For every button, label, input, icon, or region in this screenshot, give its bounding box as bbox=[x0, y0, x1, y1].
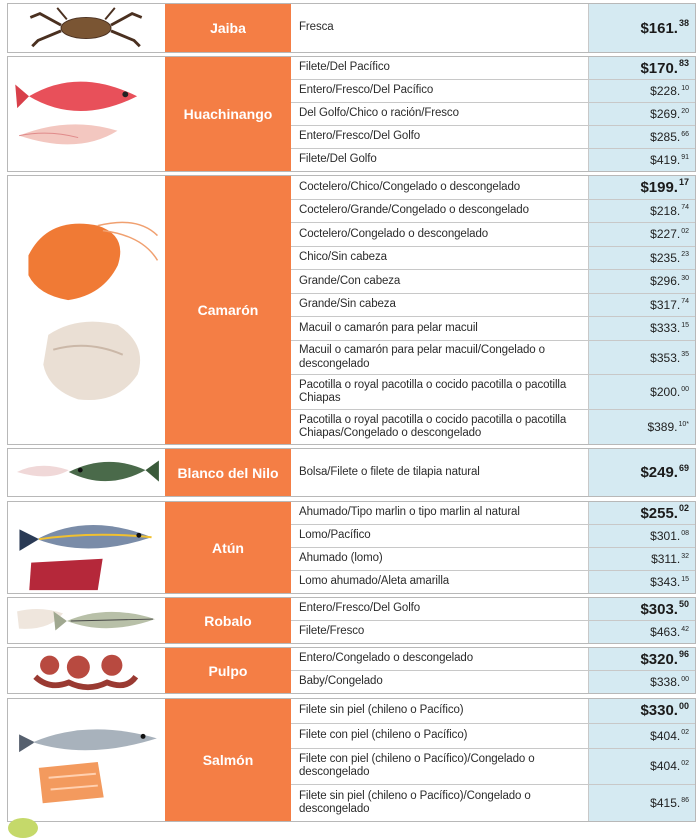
variant-rows bbox=[291, 598, 695, 643]
table-row bbox=[291, 79, 695, 102]
variant-description: Filete/Fresco bbox=[299, 625, 365, 638]
group-camaron bbox=[7, 175, 696, 445]
table-row bbox=[291, 269, 695, 293]
price-cell bbox=[588, 126, 695, 148]
price-amount: $463. bbox=[650, 625, 681, 639]
price-amount: $269. bbox=[650, 107, 681, 121]
table-row bbox=[291, 176, 695, 199]
variant-description: Coctelero/Grande/Congelado o descongelado bbox=[299, 204, 529, 217]
variant-description: Entero/Fresco/Del Golfo bbox=[299, 602, 421, 615]
price-cents: 17 bbox=[678, 177, 689, 188]
shrimp-image bbox=[8, 176, 166, 444]
variant-description: Filete sin piel (chileno o Pacífico) bbox=[299, 704, 464, 717]
variant-description: Filete con piel (chileno o Pacífico)/Congelado o descongelado bbox=[299, 753, 535, 779]
price-cents: 02 bbox=[681, 227, 689, 235]
table-row bbox=[291, 784, 695, 821]
price-cents: 38 bbox=[678, 18, 689, 28]
variant-description: Baby/Congelado bbox=[299, 675, 383, 688]
table-row bbox=[291, 748, 695, 785]
price-cents: 74 bbox=[681, 204, 689, 212]
price-cents: 15 bbox=[681, 575, 689, 583]
red-snapper-image bbox=[8, 57, 166, 171]
price-amount: $249. bbox=[640, 464, 678, 481]
price-cents: 02 bbox=[681, 729, 689, 737]
table-row bbox=[291, 699, 695, 723]
price-amount: $200. bbox=[650, 385, 681, 400]
price-cents: 96 bbox=[678, 649, 689, 659]
variant-rows bbox=[291, 176, 695, 444]
variant-description: Pacotilla o royal pacotilla o cocido pacotilla o pacotilla Chiapas bbox=[299, 379, 567, 405]
price-amount: $320. bbox=[640, 650, 678, 668]
variant-description: Filete/Del Pacífico bbox=[299, 61, 390, 74]
price-cents: 86 bbox=[681, 796, 689, 804]
price-amount: $338. bbox=[650, 675, 681, 689]
price-amount: $301. bbox=[650, 529, 681, 543]
variant-description: Macuil o camarón para pelar macuil/Congelado o descongelado bbox=[299, 344, 545, 370]
group-robalo bbox=[7, 597, 696, 644]
price-cell bbox=[588, 648, 695, 670]
price-cents: 00 bbox=[681, 385, 689, 393]
variant-description: Lomo ahumado/Aleta amarilla bbox=[299, 575, 450, 588]
table-row bbox=[291, 598, 695, 620]
table-row bbox=[291, 4, 695, 52]
price-cents: 15 bbox=[681, 321, 689, 329]
price-amount: $227. bbox=[650, 227, 681, 242]
price-amount: $296. bbox=[650, 274, 681, 289]
price-cents: 42 bbox=[681, 625, 689, 633]
table-row bbox=[291, 293, 695, 317]
price-cell bbox=[588, 785, 695, 821]
variant-description: Entero/Fresco/Del Golfo bbox=[299, 130, 421, 143]
table-row bbox=[291, 547, 695, 570]
price-cell bbox=[588, 502, 695, 524]
price-cell bbox=[588, 176, 695, 199]
salmon-image bbox=[8, 699, 166, 821]
price-amount: $333. bbox=[650, 321, 681, 336]
table-row bbox=[291, 449, 695, 496]
price-amount: $218. bbox=[650, 203, 681, 218]
price-cents: 30 bbox=[681, 274, 689, 282]
group-pulpo bbox=[7, 647, 696, 694]
table-row bbox=[291, 125, 695, 148]
variant-rows bbox=[291, 57, 695, 171]
tilapia-image bbox=[8, 449, 166, 496]
group-huachinango bbox=[7, 56, 696, 172]
price-cents: 10* bbox=[678, 420, 689, 428]
price-amount: $317. bbox=[650, 297, 681, 312]
variant-description: Grande/Con cabeza bbox=[299, 274, 401, 287]
price-cents: 02 bbox=[678, 503, 689, 513]
price-amount: $330. bbox=[640, 702, 678, 720]
price-cell bbox=[588, 671, 695, 693]
group-salmon bbox=[7, 698, 696, 822]
table-row bbox=[291, 340, 695, 375]
price-cell bbox=[588, 525, 695, 547]
price-amount: $415. bbox=[650, 796, 681, 811]
price-cell bbox=[588, 223, 695, 246]
table-row bbox=[291, 57, 695, 79]
price-cell bbox=[588, 270, 695, 293]
price-cell bbox=[588, 80, 695, 102]
price-amount: $161. bbox=[640, 19, 678, 37]
variant-description: Filete sin piel (chileno o Pacífico)/Congelado o descongelado bbox=[299, 789, 531, 816]
price-cell bbox=[588, 410, 695, 444]
table-row bbox=[291, 723, 695, 748]
table-row bbox=[291, 670, 695, 693]
price-cell bbox=[588, 57, 695, 79]
price-cell bbox=[588, 571, 695, 593]
price-cents: 74 bbox=[681, 298, 689, 306]
variant-description: Del Golfo/Chico o ración/Fresco bbox=[299, 107, 459, 120]
variant-description: Fresca bbox=[299, 21, 334, 34]
price-cents: 02 bbox=[681, 759, 689, 767]
crab-image bbox=[8, 4, 166, 52]
variant-description: Pacotilla o royal pacotilla o cocido pacotilla o pacotilla Chiapas/Congelado o descongelado bbox=[299, 413, 567, 440]
price-cents: 32 bbox=[681, 552, 689, 560]
product-name: Robalo bbox=[165, 598, 291, 643]
price-cell bbox=[588, 724, 695, 748]
table-row bbox=[291, 570, 695, 593]
variant-description: Grande/Sin cabeza bbox=[299, 298, 396, 311]
price-amount: $285. bbox=[650, 130, 681, 144]
table-row bbox=[291, 199, 695, 223]
price-cell bbox=[588, 4, 695, 52]
variant-description: Entero/Fresco/Del Pacífico bbox=[299, 84, 434, 97]
price-amount: $199. bbox=[640, 178, 678, 196]
group-jaiba bbox=[7, 3, 696, 53]
price-amount: $228. bbox=[650, 84, 681, 98]
price-cell bbox=[588, 200, 695, 223]
variant-description: Bolsa/Filete o filete de tilapia natural bbox=[299, 465, 480, 478]
variant-description: Filete/Del Golfo bbox=[299, 153, 377, 166]
table-row bbox=[291, 374, 695, 409]
product-name: Jaiba bbox=[165, 4, 291, 52]
variant-rows bbox=[291, 648, 695, 693]
price-amount: $404. bbox=[650, 759, 681, 774]
price-cell bbox=[588, 375, 695, 409]
variant-rows bbox=[291, 502, 695, 593]
price-cell bbox=[588, 341, 695, 375]
table-row bbox=[291, 620, 695, 643]
group-atun bbox=[7, 501, 696, 594]
tuna-image bbox=[8, 502, 166, 593]
group-blanco-del-nilo bbox=[7, 448, 696, 497]
price-cents: 20 bbox=[681, 107, 689, 115]
octopus-image bbox=[8, 648, 166, 693]
table-row bbox=[291, 102, 695, 125]
price-amount: $255. bbox=[640, 504, 678, 522]
product-name: Pulpo bbox=[165, 648, 291, 693]
price-cell bbox=[588, 103, 695, 125]
price-cents: 69 bbox=[678, 462, 689, 473]
price-cell bbox=[588, 621, 695, 643]
price-cents: 08 bbox=[681, 529, 689, 537]
variant-description: Lomo/Pacífico bbox=[299, 529, 371, 542]
table-row bbox=[291, 648, 695, 670]
price-amount: $343. bbox=[650, 575, 681, 589]
price-cents: 91 bbox=[681, 153, 689, 161]
variant-description: Entero/Congelado o descongelado bbox=[299, 652, 474, 665]
price-cents: 50 bbox=[678, 599, 689, 609]
variant-description: Filete con piel (chileno o Pacífico) bbox=[299, 729, 468, 742]
variant-rows bbox=[291, 4, 695, 52]
variant-description: Macuil o camarón para pelar macuil bbox=[299, 321, 478, 334]
price-cell bbox=[588, 317, 695, 340]
price-cents: 66 bbox=[681, 130, 689, 138]
price-cents: 00 bbox=[681, 675, 689, 683]
corner-badge bbox=[8, 818, 38, 838]
table-row bbox=[291, 502, 695, 524]
price-cell bbox=[588, 749, 695, 785]
table-row bbox=[291, 316, 695, 340]
table-row bbox=[291, 246, 695, 270]
price-cents: 35 bbox=[681, 351, 689, 358]
variant-description: Ahumado/Tipo marlin o tipo marlin al natural bbox=[299, 506, 520, 519]
price-amount: $235. bbox=[650, 250, 681, 265]
variant-description: Ahumado (lomo) bbox=[299, 552, 383, 565]
variant-description: Coctelero/Chico/Congelado o descongelado bbox=[299, 180, 521, 193]
price-cell bbox=[588, 449, 695, 496]
price-amount: $419. bbox=[650, 153, 681, 167]
price-cell bbox=[588, 598, 695, 620]
price-amount: $353. bbox=[650, 350, 681, 365]
snook-image bbox=[8, 598, 166, 643]
table-row bbox=[291, 222, 695, 246]
table-row bbox=[291, 409, 695, 444]
price-amount: $404. bbox=[650, 728, 681, 743]
price-cell bbox=[588, 149, 695, 171]
price-cell bbox=[588, 247, 695, 270]
price-cell bbox=[588, 294, 695, 317]
variant-rows bbox=[291, 699, 695, 821]
price-amount: $389. bbox=[647, 420, 678, 435]
price-cents: 23 bbox=[681, 251, 689, 259]
price-cents: 00 bbox=[678, 700, 689, 711]
variant-description: Chico/Sin cabeza bbox=[299, 251, 387, 264]
product-name: Huachinango bbox=[165, 57, 291, 171]
product-name: Blanco del Nilo bbox=[165, 449, 291, 496]
price-cell bbox=[588, 699, 695, 723]
price-cell bbox=[588, 548, 695, 570]
price-amount: $170. bbox=[640, 59, 678, 77]
price-cents: 83 bbox=[678, 58, 689, 68]
variant-rows bbox=[291, 449, 695, 496]
table-row bbox=[291, 148, 695, 171]
price-cents: 10 bbox=[681, 84, 689, 92]
variant-description: Coctelero/Congelado o descongelado bbox=[299, 227, 489, 240]
product-name: Camarón bbox=[165, 176, 291, 444]
product-name: Salmón bbox=[165, 699, 291, 821]
price-amount: $303. bbox=[640, 600, 678, 618]
price-amount: $311. bbox=[651, 552, 681, 566]
table-row bbox=[291, 524, 695, 547]
product-name: Atún bbox=[165, 502, 291, 593]
